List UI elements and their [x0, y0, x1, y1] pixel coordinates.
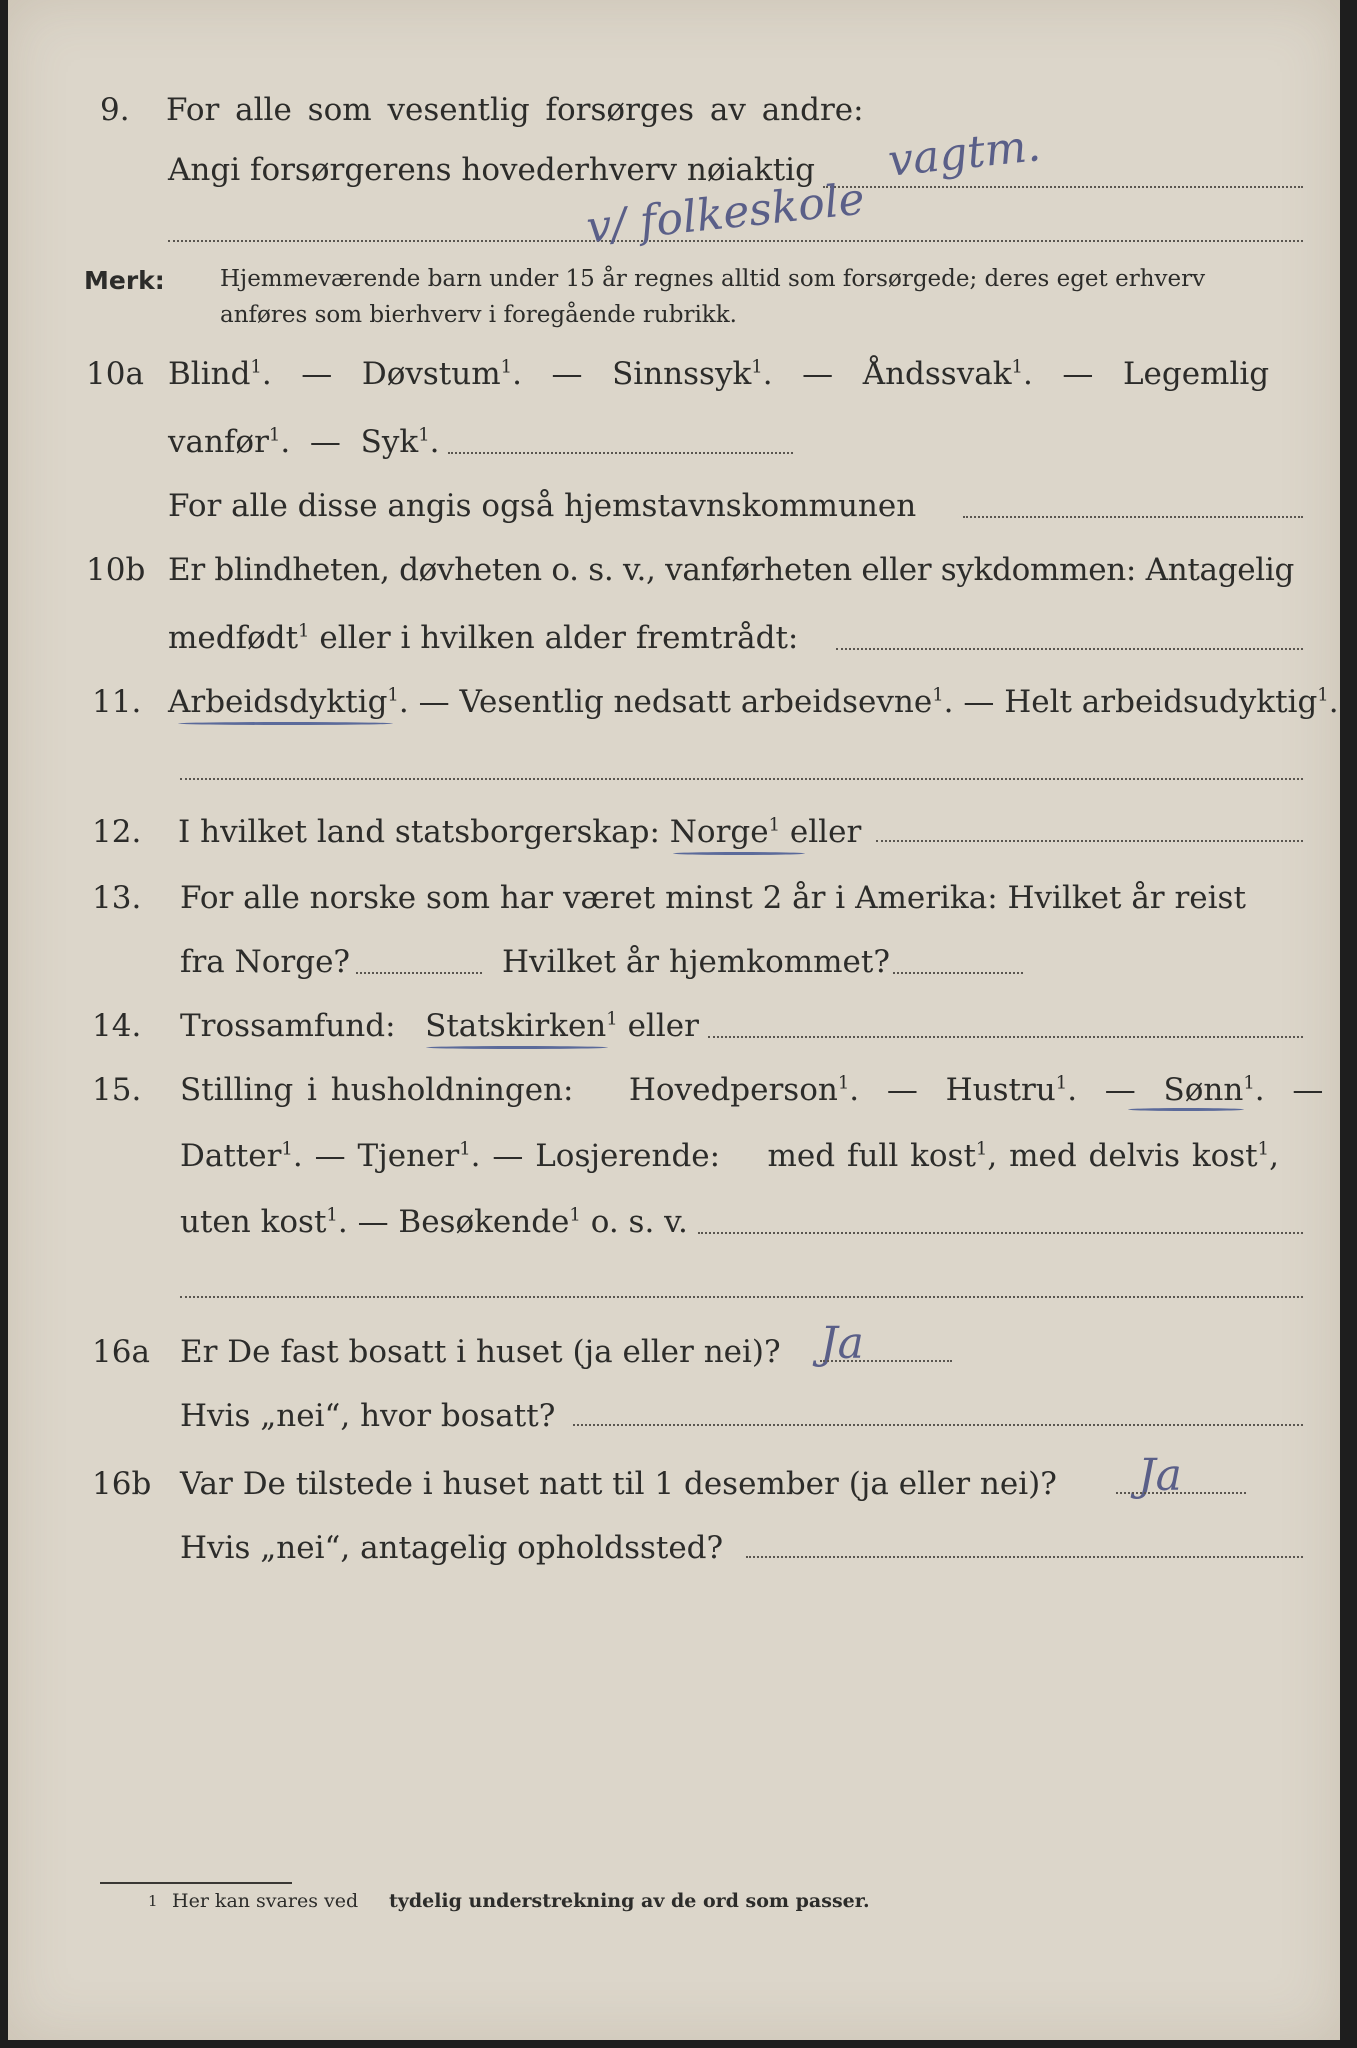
- q9-line2: Angi forsørgerens hovederhverv nøiaktig: [168, 152, 815, 188]
- q16b-answer-line: [1116, 1492, 1246, 1494]
- option-sonn: Sønn: [1163, 1072, 1244, 1108]
- option-sinnssyk: Sinnssyk: [612, 356, 752, 392]
- q13-hjemkommet: Hvilket år hjemkommet?: [502, 944, 890, 980]
- q14-answer-line: [708, 1036, 1303, 1038]
- option-nedsatt: Vesentlig nedsatt arbeidsevne: [459, 684, 933, 720]
- sup-blind: 1: [250, 356, 262, 378]
- q9-answer-line2: [168, 240, 1303, 242]
- q13-fra-norge: fra Norge?: [180, 944, 351, 980]
- option-uten-kost: uten kost: [180, 1204, 327, 1240]
- option-besokende: Besøkende: [398, 1204, 570, 1240]
- q16b-handwritten-answer: Ja: [1138, 1450, 1182, 1501]
- q10b-line2: [168, 620, 798, 656]
- footnote-rule: [100, 1882, 292, 1884]
- sup-norge: 1: [768, 814, 781, 836]
- q16a-handwritten-answer: Ja: [820, 1318, 864, 1369]
- sup-udyktig: 1: [1317, 684, 1329, 706]
- q12-answer-line: [876, 840, 1303, 842]
- q15-answer-line2: [180, 1296, 1303, 1298]
- q16b-line1: Var De tilstede i huset natt til 1 desember (ja eller nei)?: [180, 1466, 1057, 1502]
- footnote-text-start: Her kan svares ved: [172, 1890, 359, 1912]
- q14-line: [180, 1008, 699, 1044]
- q16a-bosatt-answer-line: [573, 1424, 1303, 1426]
- sup-hovedperson: 1: [837, 1072, 850, 1094]
- q14-number: 14.: [92, 1008, 142, 1044]
- sup-datter: 1: [281, 1138, 293, 1160]
- footnote-marker: 1: [148, 1892, 158, 1910]
- q14-underline-mark: [426, 1046, 608, 1049]
- option-syk: Syk: [360, 424, 419, 460]
- q12-underline-mark: [673, 852, 805, 855]
- sup-sonn: 1: [1243, 1072, 1255, 1094]
- sup-besokende: 1: [569, 1204, 581, 1226]
- q16a-answer-line: [820, 1360, 952, 1362]
- q13-line1: For alle norske som har været minst 2 år i Amerika: Hvilket år reist: [180, 880, 1246, 916]
- q10a-line2: vanfør$^1$. — Syk$^1$.: [168, 424, 440, 460]
- merk-line1: Hjemmeværende barn under 15 år regnes alltid som forsørgede; deres eget erhverv: [220, 266, 1206, 292]
- option-statskirken: Statskirken: [425, 1008, 607, 1044]
- q16b-opholdssted-answer-line: [746, 1556, 1303, 1558]
- q9-line1: For alle som vesentlig forsørges av andre:: [166, 92, 864, 128]
- option-norge: Norge: [669, 814, 769, 850]
- option-hovedperson: Hovedperson: [628, 1072, 838, 1108]
- sup-full-kost: 1: [975, 1138, 988, 1160]
- q10b-line2-rest: eller i hvilken alder fremtrådt:: [319, 620, 799, 656]
- q10b-line1: Er blindheten, døvheten o. s. v., vanførheten eller sykdommen: Antagelig: [168, 552, 1295, 588]
- option-tjener: Tjener: [357, 1138, 460, 1174]
- q13-number: 13.: [92, 880, 142, 916]
- sup-vanfor: 1: [268, 424, 281, 446]
- q10b-answer-line: [836, 648, 1303, 650]
- q13-reist-answer-line: [356, 972, 482, 974]
- q14-eller: eller: [627, 1008, 699, 1044]
- q10a-syk-answer-line: [448, 452, 793, 454]
- merk-line2: anføres som bierhverv i foregående rubrikk.: [220, 302, 737, 328]
- option-losjerende: Losjerende:: [535, 1138, 721, 1174]
- sup-hustru: 1: [1055, 1072, 1068, 1094]
- q11-number: 11.: [92, 684, 142, 720]
- q10a-line1: Blind$^1$. — Døvstum$^1$. — Sinnssyk$^1$. — Åndssvak$^1$. — Legemlig: [168, 356, 1270, 392]
- footnote-text-bold: tydelig understrekning av de ord som passer.: [389, 1890, 870, 1912]
- sup-nedsatt: 1: [932, 684, 944, 706]
- q15-osv: o. s. v.: [590, 1204, 688, 1240]
- option-dovstum: Døvstum: [361, 356, 501, 392]
- sup-andssvak: 1: [1011, 356, 1023, 378]
- option-andssvak: Åndssvak: [862, 356, 1012, 392]
- q16b-line2: Hvis „nei“, antagelig opholdssted?: [180, 1530, 724, 1566]
- q14-text: Trossamfund:: [180, 1008, 396, 1044]
- option-arbeidsdyktig: Arbeidsdyktig: [168, 684, 388, 720]
- merk-label: Merk:: [84, 266, 165, 295]
- sup-sinnssyk: 1: [751, 356, 763, 378]
- q15-underline-mark: [1128, 1108, 1244, 1111]
- q11-underline-mark: [178, 722, 393, 725]
- option-vanfor: vanfør: [168, 424, 269, 460]
- q12-line: [178, 814, 861, 850]
- q16a-line1: Er De fast bosatt i huset (ja eller nei)?: [180, 1334, 781, 1370]
- sup-syk: 1: [418, 424, 430, 446]
- option-blind: Blind: [168, 356, 251, 392]
- q9-handwritten-answer1: vagtm.: [885, 120, 1043, 187]
- q12-number: 12.: [92, 814, 142, 850]
- sup-delvis-kost: 1: [1257, 1138, 1270, 1160]
- census-form-page: [8, 0, 1340, 2040]
- q10a-number: 10a: [86, 356, 144, 392]
- option-full-kost: med full kost: [767, 1138, 976, 1174]
- q11-answer-line: [180, 778, 1303, 780]
- q13-hjemkommet-answer-line: [893, 972, 1023, 974]
- q16b-number: 16b: [92, 1466, 152, 1502]
- sup-uten-kost: 1: [326, 1204, 338, 1226]
- q16a-line2: Hvis „nei“, hvor bosatt?: [180, 1398, 556, 1434]
- q15-line2: Datter$^1$. — Tjener$^1$. — Losjerende: med full kost$^1$, med delvis kost$^1$,: [180, 1138, 1279, 1174]
- q15-answer-line: [698, 1232, 1303, 1234]
- q15-line3: uten kost$^1$. — Besøkende$^1$ o. s. v.: [180, 1204, 688, 1240]
- q10b-number: 10b: [86, 552, 146, 588]
- sup-dovstum: 1: [500, 356, 513, 378]
- option-legemlig: Legemlig: [1122, 356, 1270, 392]
- sup-statskirken: 1: [606, 1008, 618, 1030]
- q11-line: Arbeidsdyktig$^1$. — Vesentlig nedsatt arbeidsevne$^1$. — Helt arbeidsudyktig$^1$.: [168, 684, 1339, 720]
- q10a-line3: For alle disse angis også hjemstavnskommunen: [168, 488, 917, 524]
- option-medfodt: medfødt: [168, 620, 299, 656]
- q15-number: 15.: [92, 1072, 142, 1108]
- option-delvis-kost: med delvis kost: [1009, 1138, 1258, 1174]
- option-udyktig: Helt arbeidsudyktig: [1004, 684, 1318, 720]
- option-hustru: Hustru: [945, 1072, 1056, 1108]
- q10a-hjemstavn-answer-line: [963, 516, 1303, 518]
- q12-eller: eller: [789, 814, 862, 850]
- q9-number: 9.: [100, 92, 130, 128]
- q9-handwritten-answer2: v/ folkeskole: [584, 173, 867, 254]
- q15-line1: Stilling i husholdningen: Hovedperson$^1$. — Hustru$^1$. — Sønn$^1$. —: [180, 1072, 1324, 1108]
- q12-text: I hvilket land statsborgerskap:: [178, 814, 660, 850]
- sup-arbeidsdyktig: 1: [387, 684, 399, 706]
- sup-tjener: 1: [459, 1138, 471, 1160]
- sup-medfodt: 1: [298, 620, 310, 642]
- option-datter: Datter: [180, 1138, 282, 1174]
- q15-line1-start: Stilling i husholdningen:: [180, 1072, 574, 1108]
- q16a-number: 16a: [92, 1334, 150, 1370]
